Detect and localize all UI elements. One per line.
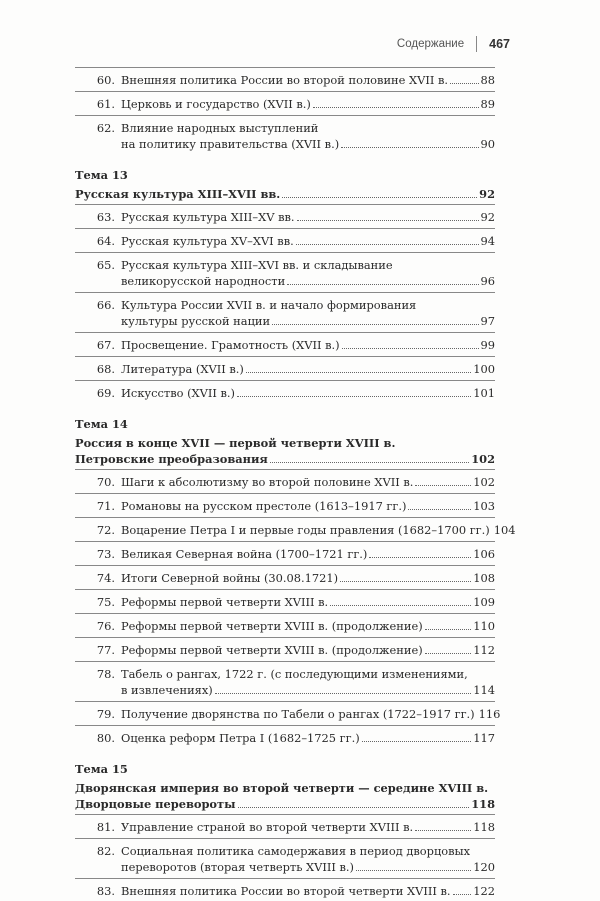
entry-line	[121, 730, 495, 746]
entry-text: Реформы первой четверти XVIII в. (продолжение)	[121, 643, 423, 657]
entry-line	[121, 498, 495, 514]
entry-page-number: 89	[480, 97, 495, 111]
dot-leader	[356, 870, 471, 871]
entry-line	[121, 706, 500, 722]
entry-text: Социальная политика самодержавия в период дворцовых	[121, 844, 471, 858]
toc-entry	[75, 496, 495, 516]
entry-page-number: 100	[473, 362, 495, 376]
dot-leader	[215, 693, 472, 694]
row-divider	[75, 380, 495, 381]
toc-entry	[75, 255, 495, 291]
table-of-contents	[75, 66, 516, 901]
entry-line	[121, 297, 495, 313]
entry-body	[121, 257, 495, 289]
entry-number: 68.	[96, 362, 115, 376]
row-divider	[75, 67, 495, 68]
dot-leader	[313, 107, 479, 108]
entry-text: великорусской народности	[121, 274, 286, 288]
dot-leader	[246, 372, 471, 373]
toc-entry	[75, 295, 495, 331]
entry-number: 77.	[96, 643, 115, 657]
topic-title	[75, 185, 495, 203]
dot-leader	[342, 348, 479, 349]
header-divider	[476, 36, 477, 52]
entry-text: Русская культура XV–XVI вв.	[121, 234, 294, 248]
entry-text: Петровские преобразования	[75, 452, 268, 466]
row-divider	[75, 115, 495, 116]
entry-page-number: 112	[473, 643, 495, 657]
dot-leader	[330, 605, 471, 606]
toc-entry	[75, 118, 495, 154]
entry-number: 63.	[96, 210, 115, 224]
entry-text: Просвещение. Грамотность (XVII в.)	[121, 338, 340, 352]
entry-page-number: 117	[473, 731, 495, 745]
entry-line	[121, 859, 495, 875]
toc-entry	[75, 70, 495, 90]
entry-line	[121, 337, 495, 353]
toc-entry	[75, 472, 495, 492]
toc-entry	[75, 817, 495, 837]
entry-body	[121, 819, 495, 835]
entry-line	[121, 618, 495, 634]
entry-line	[121, 570, 495, 586]
toc-group	[75, 434, 516, 748]
entry-line	[121, 819, 495, 835]
dot-leader	[425, 653, 472, 654]
dot-leader	[287, 284, 478, 285]
entry-line	[121, 257, 495, 273]
toc-entry	[75, 592, 495, 612]
dot-leader	[272, 324, 478, 325]
entry-number: 64.	[96, 234, 115, 248]
entry-number: 61.	[96, 97, 115, 111]
toc-entry	[75, 728, 495, 748]
entry-line	[121, 72, 495, 88]
dot-leader	[270, 462, 469, 463]
entry-line	[121, 682, 495, 698]
entry-body	[121, 72, 495, 88]
entry-number: 76.	[96, 619, 115, 633]
entry-line	[121, 594, 495, 610]
entry-body	[121, 209, 495, 225]
row-divider	[75, 838, 495, 839]
entry-text: Искусство (XVII в.)	[121, 386, 235, 400]
topic-title	[75, 779, 495, 813]
entry-body	[121, 474, 495, 490]
toc-entry	[75, 704, 501, 724]
row-divider	[75, 878, 495, 879]
toc-group	[75, 67, 495, 154]
row-divider	[75, 517, 495, 518]
toc-entry	[75, 544, 495, 564]
toc-entry	[75, 231, 495, 251]
dot-leader	[238, 807, 470, 808]
entry-page-number: 109	[473, 595, 495, 609]
row-divider	[75, 637, 495, 638]
entry-page-number: 92	[479, 187, 495, 201]
toc-entry	[75, 616, 495, 636]
entry-page-number: 90	[480, 137, 495, 151]
page-number: 467	[489, 37, 510, 51]
entry-line	[75, 435, 495, 451]
entry-line	[75, 780, 495, 796]
entry-body	[121, 883, 495, 899]
row-divider	[75, 493, 495, 494]
row-divider	[75, 589, 495, 590]
row-divider	[75, 252, 495, 253]
entry-number: 74.	[96, 571, 115, 585]
entry-body	[121, 337, 495, 353]
entry-number: 70.	[96, 475, 115, 489]
entry-page-number: 102	[473, 475, 495, 489]
row-divider	[75, 701, 495, 702]
entry-body	[121, 297, 495, 329]
entry-line	[121, 522, 515, 538]
entry-body	[121, 706, 500, 722]
entry-body	[121, 522, 515, 538]
entry-line	[121, 474, 495, 490]
entry-text: Воцарение Петра I и первые годы правления (1682–1700 гг.)	[121, 523, 490, 537]
entry-page-number: 122	[473, 884, 495, 898]
entry-page-number: 118	[471, 797, 495, 811]
entry-line	[121, 843, 495, 859]
entry-text: Романовы на русском престоле (1613–1917 гг.)	[121, 499, 407, 513]
entry-page-number: 106	[473, 547, 495, 561]
entry-text: Русская культура XIII–XVII вв.	[75, 187, 281, 201]
entry-line	[121, 385, 495, 401]
entry-page-number: 118	[473, 820, 495, 834]
dot-leader	[453, 894, 472, 895]
entry-text: Церковь и государство (XVII в.)	[121, 97, 311, 111]
entry-page-number: 110	[473, 619, 495, 633]
entry-line	[121, 273, 495, 289]
entry-page-number: 120	[473, 860, 495, 874]
entry-line	[121, 313, 495, 329]
dot-leader	[415, 485, 471, 486]
row-divider	[75, 661, 495, 662]
dot-leader	[369, 557, 471, 558]
entry-text: Культура России XVII в. и начало формирования	[121, 298, 417, 312]
entry-number: 80.	[96, 731, 115, 745]
running-header	[397, 36, 510, 52]
entry-page-number: 88	[480, 73, 495, 87]
entry-line	[121, 120, 495, 136]
entry-line	[121, 642, 495, 658]
dot-leader	[415, 830, 471, 831]
entry-number: 71.	[96, 499, 115, 513]
toc-entry	[75, 881, 495, 901]
row-divider	[75, 228, 495, 229]
entry-body	[121, 618, 495, 634]
entry-text: Реформы первой четверти XVIII в.	[121, 595, 329, 609]
row-divider	[75, 204, 495, 205]
row-divider	[75, 332, 495, 333]
dot-leader	[340, 581, 471, 582]
toc-entry	[75, 664, 495, 700]
toc-entry	[75, 520, 516, 540]
entry-number: 81.	[96, 820, 115, 834]
toc-group	[75, 185, 495, 403]
entry-line	[121, 233, 495, 249]
entry-line	[75, 451, 495, 467]
entry-number: 73.	[96, 547, 115, 561]
entry-body	[121, 498, 495, 514]
entry-text: Русская культура XIII–XVI вв. и складывание	[121, 258, 393, 272]
entry-page-number: 101	[473, 386, 495, 400]
entry-text: Внешняя политика России во второй половине XVII в.	[121, 73, 448, 87]
entry-body	[121, 666, 495, 698]
row-divider	[75, 469, 495, 470]
entry-text: Получение дворянства по Табели о рангах (1722–1917 гг.)	[121, 707, 475, 721]
entry-line	[121, 666, 495, 682]
toc-group	[75, 779, 495, 901]
entry-number: 78.	[96, 667, 115, 681]
entry-text: переворотов (вторая четверть XVIII в.)	[121, 860, 354, 874]
toc-entry	[75, 640, 495, 660]
entry-page-number: 92	[480, 210, 495, 224]
entry-number: 72.	[96, 523, 115, 537]
entry-line	[121, 883, 495, 899]
entry-line	[121, 136, 495, 152]
entry-page-number: 114	[473, 683, 495, 697]
entry-page-number: 99	[480, 338, 495, 352]
entry-line	[121, 361, 495, 377]
toc-entry	[75, 383, 495, 403]
topic-label: Тема 15	[75, 762, 128, 776]
entry-number: 82.	[96, 844, 115, 858]
entry-body	[121, 233, 495, 249]
entry-body	[121, 730, 495, 746]
entry-page-number: 97	[480, 314, 495, 328]
dot-leader	[408, 509, 471, 510]
entry-page-number: 104	[493, 523, 516, 537]
dot-leader	[237, 396, 471, 397]
row-divider	[75, 565, 495, 566]
row-divider	[75, 725, 495, 726]
entry-number: 83.	[96, 884, 115, 898]
row-divider	[75, 814, 495, 815]
toc-entry	[75, 359, 495, 379]
toc-entry	[75, 207, 495, 227]
topic-label: Тема 14	[75, 417, 128, 431]
entry-text: Табель о рангах, 1722 г. (с последующими изменениями,	[121, 667, 468, 681]
row-divider	[75, 91, 495, 92]
section-name: Содержание	[396, 38, 465, 50]
row-divider	[75, 356, 495, 357]
entry-text: Управление страной во второй четверти XVIII в.	[121, 820, 414, 834]
entry-body	[121, 843, 495, 875]
entry-text: Великая Северная война (1700–1721 гг.)	[121, 547, 368, 561]
dot-leader	[297, 220, 479, 221]
toc-entry	[75, 335, 495, 355]
entry-body	[121, 642, 495, 658]
entry-page-number: 116	[478, 707, 501, 721]
entry-text: Реформы первой четверти XVIII в. (продолжение)	[121, 619, 423, 633]
entry-body	[121, 120, 495, 152]
entry-body	[121, 361, 495, 377]
entry-number: 60.	[96, 73, 115, 87]
entry-body	[121, 96, 495, 112]
entry-page-number: 103	[473, 499, 495, 513]
entry-line	[121, 209, 495, 225]
entry-page-number: 96	[480, 274, 495, 288]
entry-text: культуры русской нации	[121, 314, 271, 328]
entry-number: 62.	[96, 121, 115, 135]
row-divider	[75, 541, 495, 542]
entry-page-number: 108	[473, 571, 495, 585]
entry-text: Литература (XVII в.)	[121, 362, 244, 376]
entry-number: 69.	[96, 386, 115, 400]
dot-leader	[450, 83, 479, 84]
entry-body	[121, 594, 495, 610]
entry-number: 75.	[96, 595, 115, 609]
entry-page-number: 94	[480, 234, 495, 248]
entry-text: в извлечениях)	[121, 683, 213, 697]
entry-number: 66.	[96, 298, 115, 312]
dot-leader	[425, 629, 472, 630]
row-divider	[75, 613, 495, 614]
entry-text: Шаги к абсолютизму во второй половине XVII в.	[121, 475, 414, 489]
toc-entry	[75, 841, 495, 877]
entry-page-number: 102	[471, 452, 495, 466]
entry-body	[121, 570, 495, 586]
entry-text: Дворянская империя во второй четверти — середине XVIII в.	[75, 781, 489, 795]
entry-text: на политику правительства (XVII в.)	[121, 137, 340, 151]
toc-entry	[75, 94, 495, 114]
entry-number: 65.	[96, 258, 115, 272]
topic-label: Тема 13	[75, 168, 128, 182]
entry-line	[75, 796, 495, 812]
entry-line	[75, 186, 495, 202]
entry-text: Россия в конце XVII — первой четверти XVIII в.	[75, 436, 396, 450]
entry-text: Итоги Северной войны (30.08.1721)	[121, 571, 339, 585]
dot-leader	[296, 244, 479, 245]
entry-number: 79.	[96, 707, 115, 721]
entry-text: Внешняя политика России во второй четверти XVIII в.	[121, 884, 451, 898]
entry-body	[121, 546, 495, 562]
entry-text: Русская культура XIII–XV вв.	[121, 210, 295, 224]
entry-text: Влияние народных выступлений	[121, 121, 319, 135]
entry-number: 67.	[96, 338, 115, 352]
entry-line	[121, 546, 495, 562]
entry-text: Оценка реформ Петра I (1682–1725 гг.)	[121, 731, 360, 745]
topic-title	[75, 434, 495, 468]
toc-entry	[75, 568, 495, 588]
dot-leader	[362, 741, 472, 742]
dot-leader	[341, 147, 478, 148]
row-divider	[75, 292, 495, 293]
dot-leader	[282, 197, 477, 198]
entry-line	[121, 96, 495, 112]
entry-text: Дворцовые перевороты	[75, 797, 236, 811]
entry-body	[121, 385, 495, 401]
